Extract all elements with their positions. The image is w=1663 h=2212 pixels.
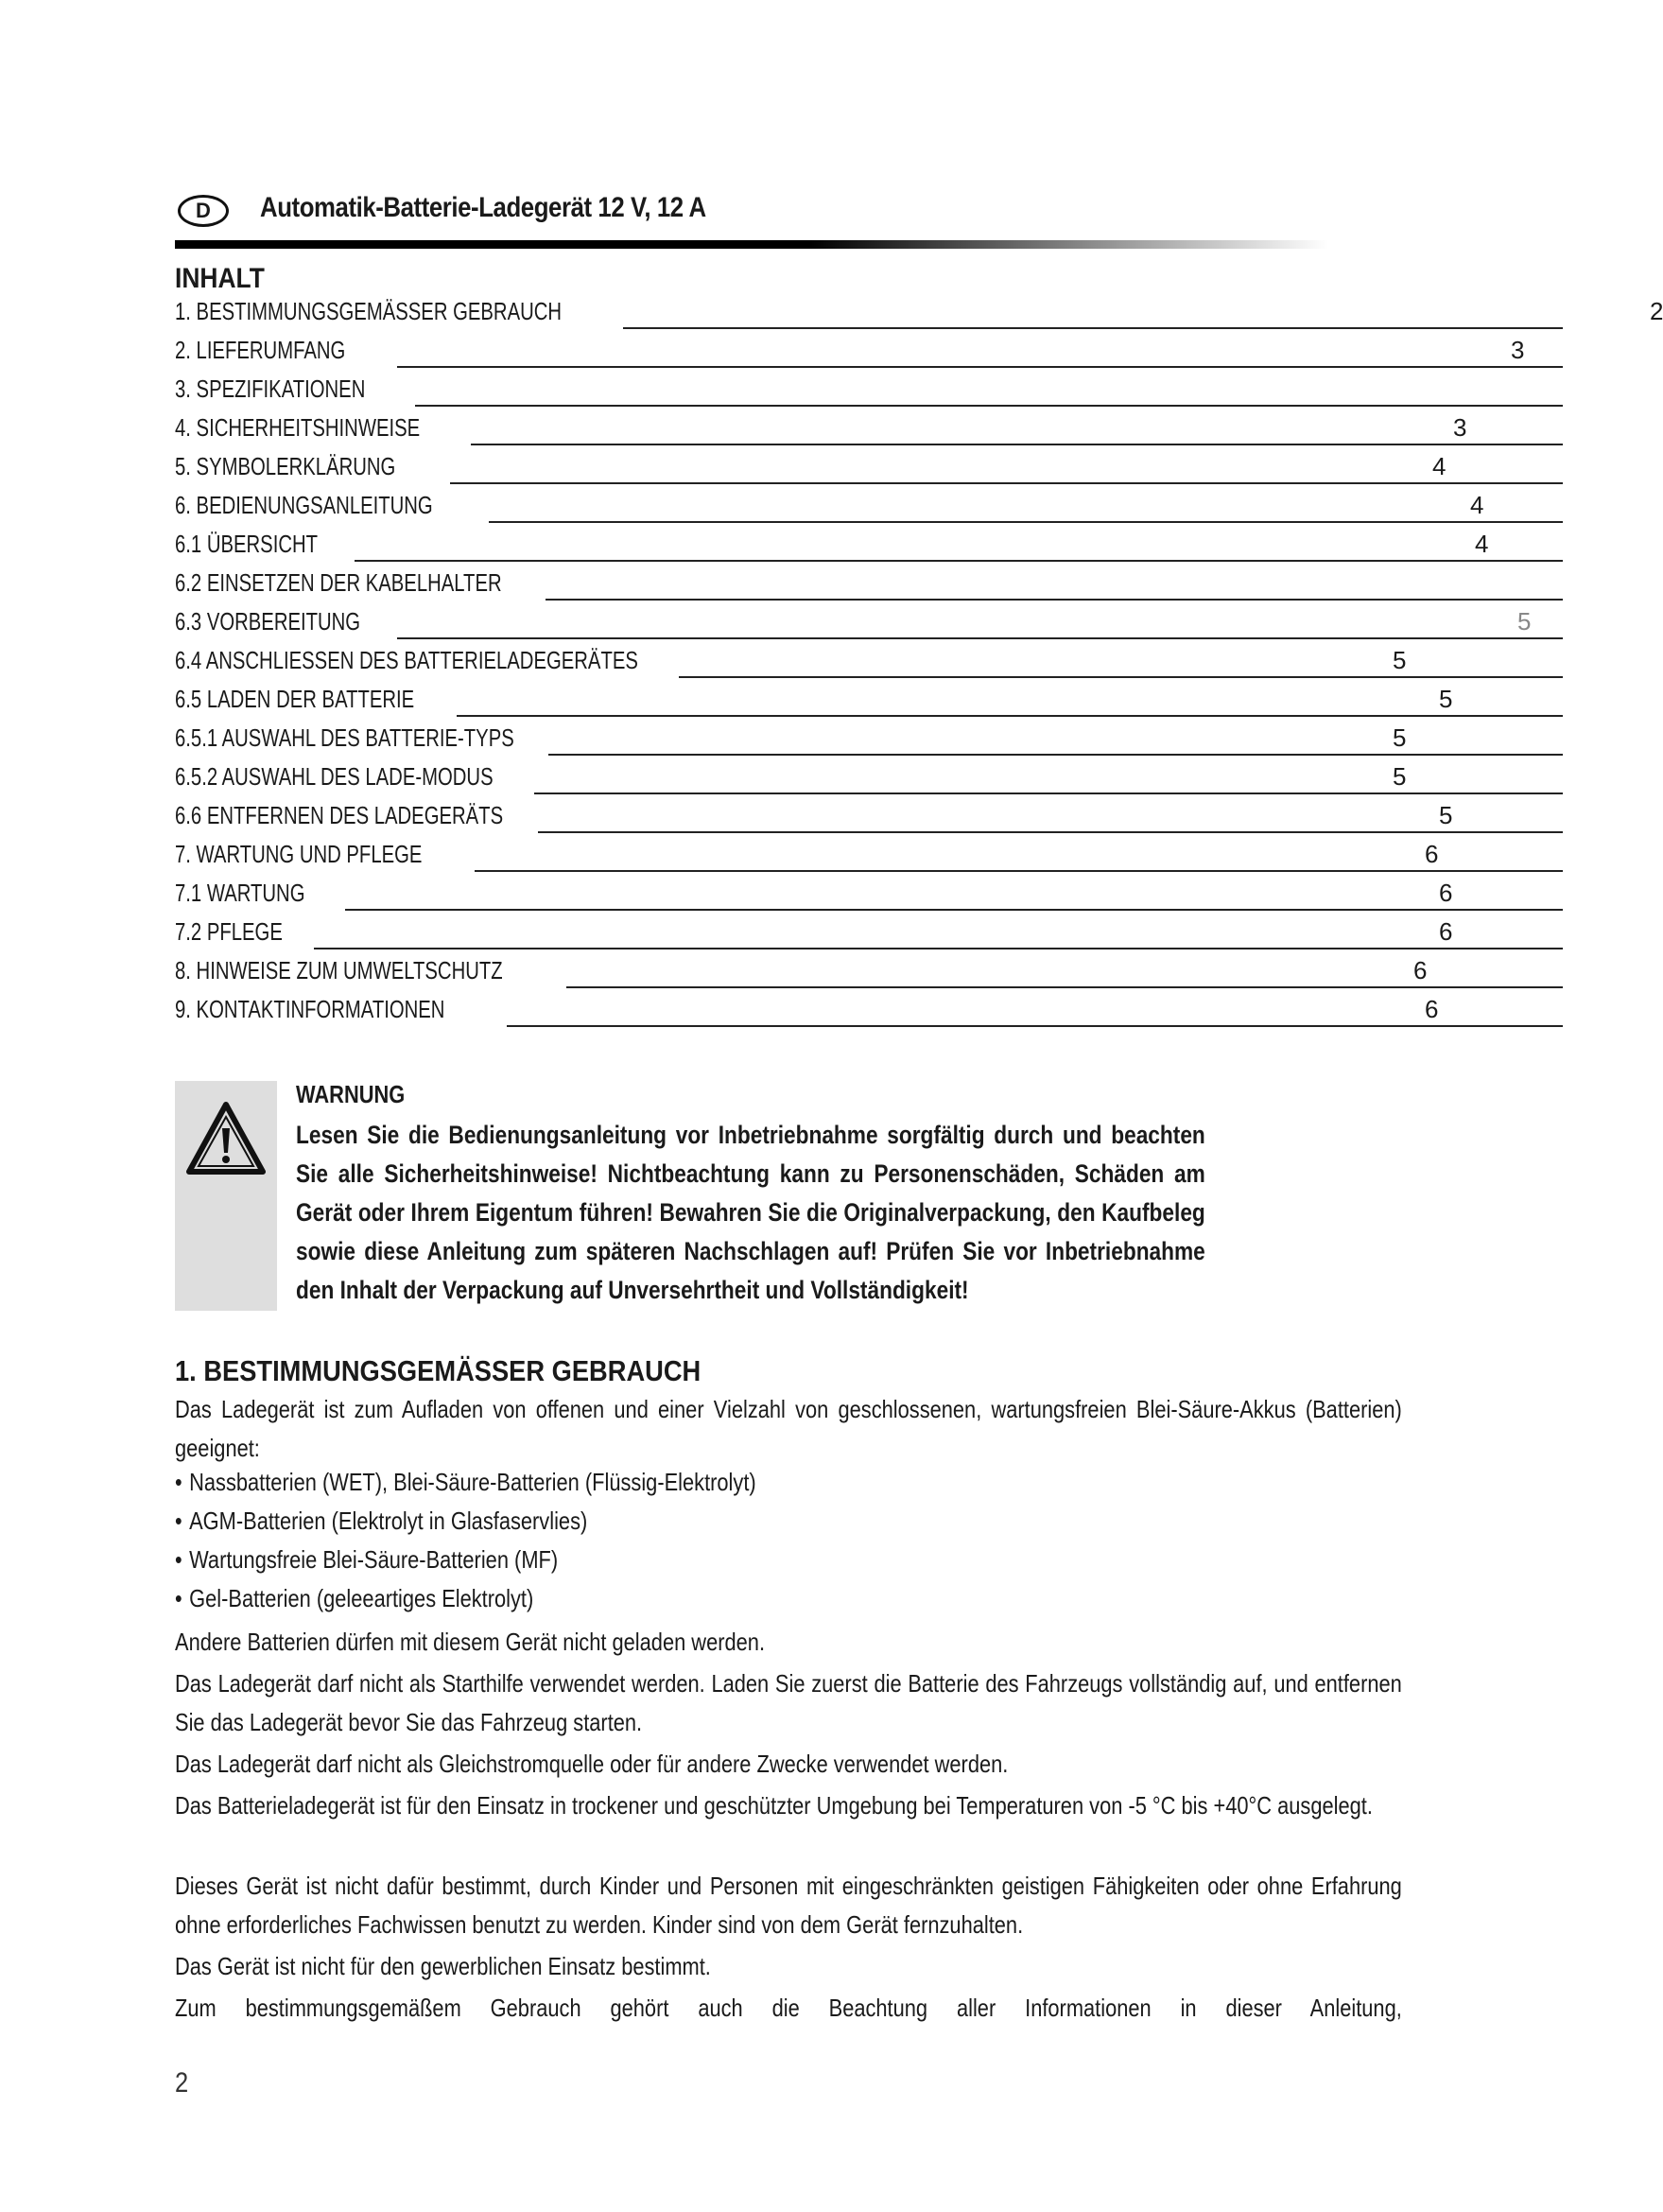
page-number: 2 <box>175 2067 189 2099</box>
toc-entry[interactable] <box>175 373 1536 410</box>
toc-entry-label: 6.5.1 AUSWAHL DES BATTERIE-TYPS <box>175 723 514 752</box>
toc-leader-line <box>538 831 1563 833</box>
body-paragraph-block <box>175 1623 1402 1662</box>
toc-leader-line <box>475 870 1563 872</box>
toc-entry-label: 2. LIEFERUMFANG <box>175 336 346 364</box>
toc-entry-page: 4 <box>1475 530 1489 558</box>
toc-entry-page: 5 <box>1439 685 1453 713</box>
toc-leader-line <box>489 521 1563 523</box>
toc-leader-line <box>471 444 1563 445</box>
toc-entry-page: 3 <box>1511 336 1525 364</box>
toc-entry-page: 6 <box>1425 995 1439 1023</box>
toc-entry[interactable] <box>175 877 1536 914</box>
toc-entry-label: 9. KONTAKTINFORMATIONEN <box>175 995 445 1023</box>
language-badge <box>178 195 229 227</box>
toc-entry-label: 1. BESTIMMUNGSGEMÄSSER GEBRAUCH <box>175 297 563 325</box>
list-item: • Nassbatterien (WET), Blei-Säure-Batterien (Flüssig-Elektrolyt) <box>175 1468 756 1496</box>
toc-leader-line <box>507 1025 1563 1027</box>
toc-leader-line <box>450 482 1563 484</box>
toc-entry-label: 6.3 VORBEREITUNG <box>175 607 361 636</box>
toc-entry-label: 6. BEDIENUNGSANLEITUNG <box>175 491 433 519</box>
language-badge-label: D <box>196 199 211 222</box>
toc-leader-line <box>679 676 1563 678</box>
list-item-text: Gel-Batterien (geleeartiges Elektrolyt) <box>189 1584 534 1612</box>
toc-entry-label: 8. HINWEISE ZUM UMWELTSCHUTZ <box>175 956 503 984</box>
body-paragraph: Das Batterieladegerät ist für den Einsatz in trockener und geschützter Umgebung bei Temperaturen von -5 °C bis +40°C ausgelegt. <box>175 1791 1373 1820</box>
toc-entry-label: 6.6 ENTFERNEN DES LADEGERÄTS <box>175 801 504 829</box>
body-paragraph: Das Gerät ist nicht für den gewerblichen Einsatz bestimmt. <box>175 1952 711 1980</box>
toc-entry-page: 2 <box>1650 297 1663 325</box>
warning-text-block <box>296 1116 1205 1310</box>
warning-sidebar <box>175 1081 277 1311</box>
toc-entry-label: 6.5.2 AUSWAHL DES LADE-MODUS <box>175 762 494 791</box>
warning-text: Lesen Sie die Bedienungsanleitung vor Inbetriebnahme sorgfältig durch und beachten Sie alle Sicherheitshinweise! Nichtbeachtung kann zu Personenschäden, Schäden am Gerät oder Ihrem Eigentum führen! Bewahren Sie die Originalverpackung, den Kaufbeleg sowie diese Anleitung zum späteren Nachschlagen auf! Prüfen Sie vor Inbetriebnahme den Inhalt der Verpackung auf Unversehrtheit und Vollständigkeit! <box>296 1121 1205 1304</box>
toc-entry[interactable] <box>175 838 1536 876</box>
toc-entry-page: 6 <box>1413 956 1428 984</box>
body-paragraph-block <box>175 1867 1402 1944</box>
toc-leader-line <box>534 792 1563 794</box>
toc-entry[interactable] <box>175 605 1536 643</box>
toc-entry-page: 5 <box>1439 801 1453 829</box>
toc-entry[interactable] <box>175 915 1536 953</box>
toc-entry-page: 6 <box>1439 879 1453 907</box>
toc-entry-label: 7.2 PFLEGE <box>175 917 283 946</box>
toc-leader-line <box>415 405 1563 407</box>
toc-entry-label: 3. SPEZIFIKATIONEN <box>175 374 366 403</box>
toc-entry-label: 6.2 EINSETZEN DER KABELHALTER <box>175 568 502 597</box>
body-paragraph: Das Ladegerät darf nicht als Gleichstromquelle oder für andere Zwecke verwendet werden. <box>175 1750 1009 1778</box>
body-paragraph: Dieses Gerät ist nicht dafür bestimmt, durch Kinder und Personen mit eingeschränkten geistigen Fähigkeiten oder ohne Erfahrung ohne erforderliches Fachwissen benutzt zu werden. Kinder sind von dem Gerät fernzuhalten. <box>175 1872 1402 1939</box>
toc-entry[interactable] <box>175 450 1536 488</box>
toc-entry-page: 5 <box>1393 723 1407 752</box>
toc-entry-page: 5 <box>1517 607 1532 636</box>
document-title: Automatik-Batterie-Ladegerät 12 V, 12 A <box>260 192 706 223</box>
list-item-text: Nassbatterien (WET), Blei-Säure-Batterien (Flüssig-Elektrolyt) <box>189 1468 756 1496</box>
body-paragraph: Andere Batterien dürfen mit diesem Gerät nicht geladen werden. <box>175 1628 766 1656</box>
toc-leader-line <box>546 599 1563 601</box>
toc-entry-page: 4 <box>1432 452 1446 480</box>
toc-entry-label: 7.1 WARTUNG <box>175 879 305 907</box>
warning-triangle-icon <box>186 1102 266 1176</box>
toc-entry-label: 6.4 ANSCHLIESSEN DES BATTERIELADEGERÄTES <box>175 646 638 674</box>
toc-leader-line <box>397 637 1563 639</box>
toc-entry[interactable] <box>175 799 1536 837</box>
toc-entry[interactable] <box>175 295 1663 333</box>
toc-entry-label: 6.5 LADEN DER BATTERIE <box>175 685 415 713</box>
section-intro <box>175 1390 1402 1468</box>
toc-entry-page: 5 <box>1393 762 1407 791</box>
toc-entry[interactable] <box>175 722 1536 759</box>
body-paragraph-block <box>175 1989 1402 2028</box>
toc-entry-label: 5. SYMBOLERKLÄRUNG <box>175 452 396 480</box>
body-paragraph: Das Ladegerät darf nicht als Starthilfe verwendet werden. Laden Sie zuerst die Batterie des Fahrzeugs vollständig auf, und entfernen Sie das Ladegerät bevor Sie das Fahrzeug starten. <box>175 1669 1402 1736</box>
toc-leader-line <box>345 909 1563 911</box>
intro-paragraph: Das Ladegerät ist zum Aufladen von offenen und einer Vielzahl von geschlossenen, wartungsfreien Blei-Säure-Akkus (Batterien) geeignet: <box>175 1395 1402 1462</box>
body-paragraph: Zum bestimmungsgemäßem Gebrauch gehört auch die Beachtung aller Informationen in dieser Anleitung, <box>175 1994 1402 2022</box>
toc-entry-page: 6 <box>1439 917 1453 946</box>
toc-entry[interactable] <box>175 411 1536 449</box>
toc-leader-line <box>548 754 1563 756</box>
toc-entry[interactable] <box>175 993 1536 1031</box>
section-heading: 1. BESTIMMUNGSGEMÄSSER GEBRAUCH <box>175 1354 702 1387</box>
toc-entry-label: 6.1 ÜBERSICHT <box>175 530 319 558</box>
warning-title: WARNUNG <box>296 1080 406 1108</box>
list-item-text: AGM-Batterien (Elektrolyt in Glasfaservlies) <box>189 1507 588 1535</box>
toc-entry-label: 7. WARTUNG UND PFLEGE <box>175 840 423 868</box>
toc-entry[interactable] <box>175 760 1536 798</box>
list-item: • AGM-Batterien (Elektrolyt in Glasfaservlies) <box>175 1507 588 1535</box>
toc-leader-line <box>397 366 1563 368</box>
body-paragraph-block <box>175 1664 1402 1742</box>
toc-entry[interactable] <box>175 683 1536 721</box>
toc-entry[interactable] <box>175 644 1536 682</box>
toc-entry-page: 6 <box>1425 840 1439 868</box>
toc-entry[interactable] <box>175 489 1536 527</box>
toc-leader-line <box>355 560 1563 562</box>
toc-entry-page: 5 <box>1393 646 1407 674</box>
toc-heading: INHALT <box>175 263 265 294</box>
body-paragraph-block <box>175 1786 1402 1825</box>
toc-entry-page: 3 <box>1453 413 1467 442</box>
toc-leader-line <box>623 327 1563 329</box>
list-item: • Wartungsfreie Blei-Säure-Batterien (MF) <box>175 1545 559 1574</box>
toc-leader-line <box>566 986 1563 988</box>
body-paragraph-block <box>175 1745 1402 1784</box>
list-item-text: Wartungsfreie Blei-Säure-Batterien (MF) <box>189 1545 559 1574</box>
toc-entry[interactable] <box>175 334 1536 372</box>
toc-entry-label: 4. SICHERHEITSHINWEISE <box>175 413 421 442</box>
list-item: • Gel-Batterien (geleeartiges Elektrolyt) <box>175 1584 534 1612</box>
title-divider <box>175 240 1328 249</box>
toc-leader-line <box>457 715 1563 717</box>
toc-leader-line <box>314 948 1563 949</box>
toc-entry-page: 4 <box>1470 491 1484 519</box>
body-paragraph-block <box>175 1947 1402 1986</box>
toc-entry[interactable] <box>175 954 1536 992</box>
toc-entry[interactable] <box>175 566 1536 604</box>
toc-entry[interactable] <box>175 528 1536 566</box>
